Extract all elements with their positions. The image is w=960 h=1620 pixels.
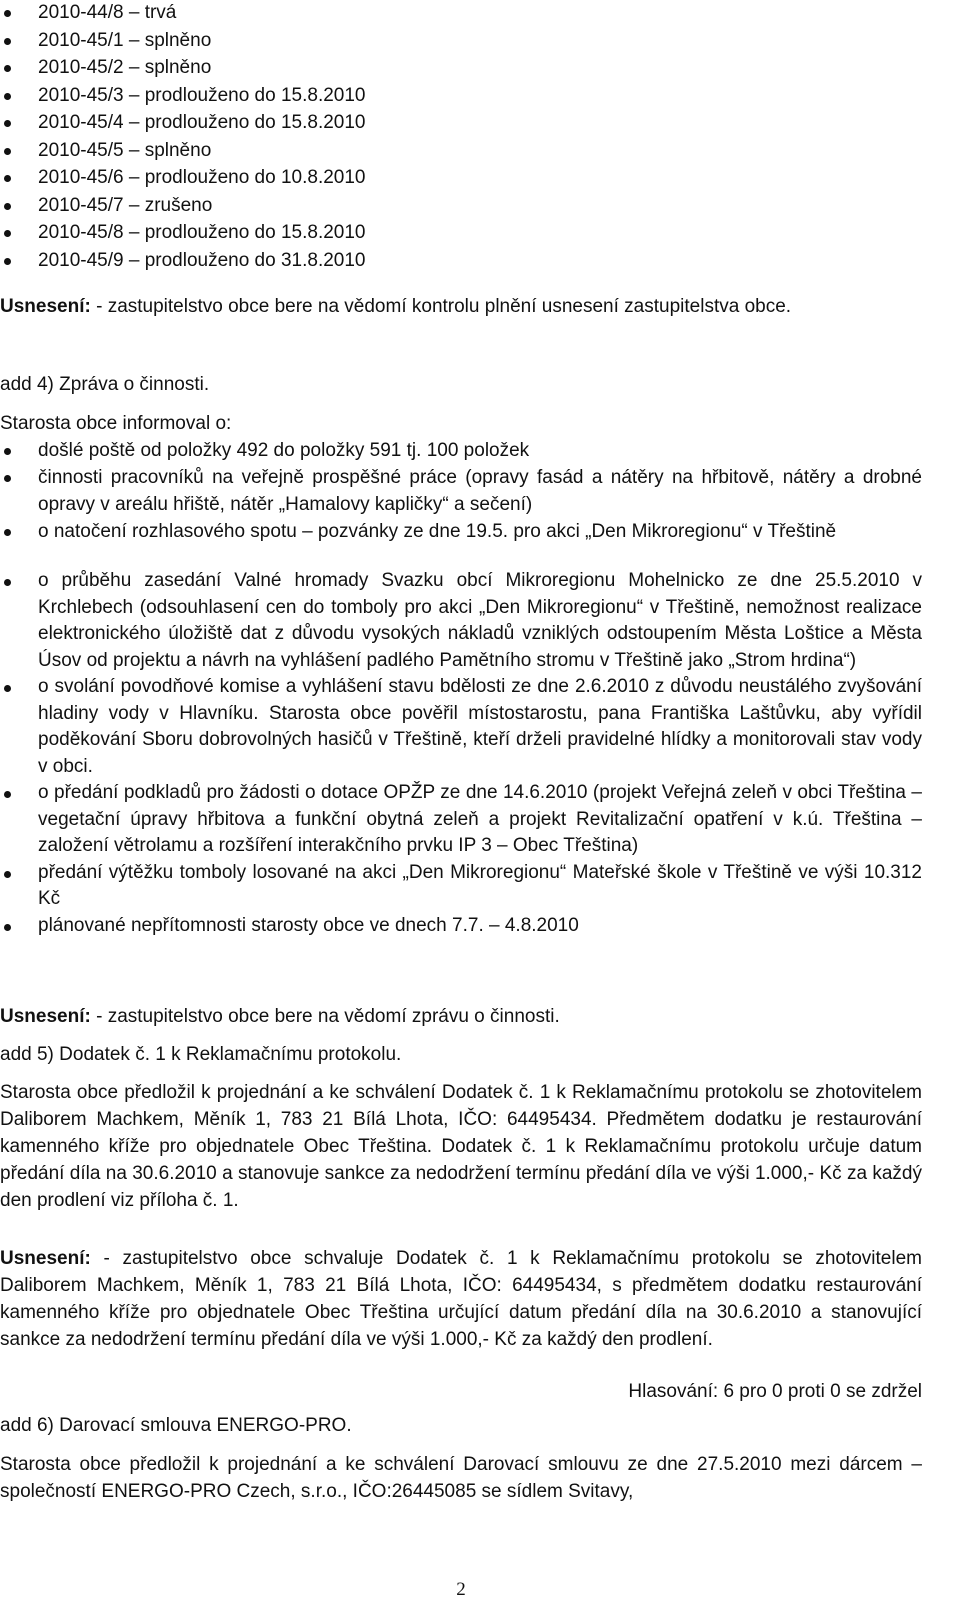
resolution-label: Usnesení: bbox=[0, 296, 91, 317]
list-item: plánované nepřítomnosti starosty obce ve dnech 7.7. – 4.8.2010 bbox=[0, 913, 922, 940]
section-5-resolution bbox=[0, 1245, 922, 1353]
list-item: o průběhu zasedání Valné hromady Svazku obcí Mikroregionu Mohelnicko ze dne 25.5.2010 v Krchlebech (odsouhlasení cen do tomboly pro akci „Den Mikroregionu“ v Třeštině, nemožnost realizace elektronického úložiště dat z důvodu vysokých nákladů vzniklých odstoupením Města Loštice a Města Úsov od projektu a návrh na vyhlášení padlého Pamětního stromu v Třeštině jako „Strom hrdina“) bbox=[0, 568, 922, 674]
list-item: 2010-45/9 – prodlouženo do 31.8.2010 bbox=[0, 247, 922, 275]
list-item: předání výtěžku tomboly losované na akci „Den Mikroregionu“ Mateřské škole v Třeštině ve výši 10.312 Kč bbox=[0, 860, 922, 913]
resolution-label: Usnesení: bbox=[0, 1248, 91, 1269]
vote-result: Hlasování: 6 pro 0 proti 0 se zdržel bbox=[628, 1381, 922, 1402]
list-item: 2010-45/8 – prodlouženo do 15.8.2010 bbox=[0, 219, 922, 247]
section-5-body: Starosta obce předložil k projednání a ke schválení Dodatek č. 1 k Reklamačnímu protokolu se zhotovitelem Daliborem Machkem, Měník 1, 783 21 Bílá Lhota, IČO: 64495434. Předmětem dodatku je restaurování kamenného kříže pro objednatele Obec Třeština. Dodatek č. 1 k Reklamačnímu protokolu určuje datum předání díla na 30.6.2010 a stanovuje sankce za nedodržení termínu předání díla ve výši 1.000,- Kč za každý den prodlení viz příloha č. 1. bbox=[0, 1082, 922, 1211]
resolution-text: - zastupitelstvo obce schvaluje Dodatek č. 1 k Reklamačnímu protokolu se zhotovitelem Daliborem Machkem, Měník 1, 783 21 Bílá Lhota, IČO: 64495434, s předmětem dodatku restaurování kamenného kříže pro objednatele Obec Třeština určující datum předání díla na 30.6.2010 a stanovující sankce za nedodržení termínu předání díla ve výši 1.000,- Kč za každý den prodlení. bbox=[0, 1248, 922, 1350]
list-item: 2010-44/8 – trvá bbox=[0, 0, 922, 27]
status-list bbox=[0, 0, 922, 274]
section-6-body: Starosta obce předložil k projednání a ke schválení Darovací smlouvu ze dne 27.5.2010 mezi dárcem – společností ENERGO-PRO Czech, s.r.o., IČO:26445085 se sídlem Svitavy, bbox=[0, 1454, 922, 1502]
list-item: o svolání povodňové komise a vyhlášení stavu bdělosti ze dne 2.6.2010 z důvodu neustálého zvyšování hladiny vody v Hlavníku. Starosta obce pověřil místostarostu, pana Františka Laštůvku, aby vyřídil poděkování Sboru dobrovolných hasičů v Třeštině, kteří drželi pravidelné hlídky a monitorovali stav vody v obci. bbox=[0, 674, 922, 780]
list-item: 2010-45/5 – splněno bbox=[0, 137, 922, 165]
resolution-text: - zastupitelstvo obce bere na vědomí zprávu o činnosti. bbox=[90, 1006, 560, 1027]
resolution-text: - zastupitelstvo obce bere na vědomí kontrolu plnění usnesení zastupitelstva obce. bbox=[90, 296, 792, 317]
resolution-label: Usnesení: bbox=[0, 1006, 91, 1027]
list-item: 2010-45/4 – prodlouženo do 15.8.2010 bbox=[0, 109, 922, 137]
activity-list bbox=[0, 437, 922, 545]
list-item: 2010-45/7 – zrušeno bbox=[0, 192, 922, 220]
section-5-heading: add 5) Dodatek č. 1 k Reklamačnímu protokolu. bbox=[0, 1044, 402, 1065]
activity-list-continued bbox=[0, 568, 922, 939]
list-item: 2010-45/3 – prodlouženo do 15.8.2010 bbox=[0, 82, 922, 110]
list-item: 2010-45/2 – splněno bbox=[0, 54, 922, 82]
resolution-paragraph bbox=[0, 293, 922, 321]
list-item: o předání podkladů pro žádosti o dotace OPŽP ze dne 14.6.2010 (projekt Veřejná zeleň v obci Třeština – vegetační úpravy hřbitova a funkční obytná zeleň a projekt Revitalizační opatření v k.ú. Třeština – založení větrolamu a rozšíření interakčního prvku IP 3 – Obec Třeština) bbox=[0, 780, 922, 860]
list-item: došlé poště od položky 492 do položky 591 tj. 100 položek bbox=[0, 437, 922, 464]
list-item: o natočení rozhlasového spotu – pozvánky ze dne 19.5. pro akci „Den Mikroregionu“ v Třeštině bbox=[0, 518, 922, 545]
section-4-intro: Starosta obce informoval o: bbox=[0, 413, 232, 434]
section-4-resolution bbox=[0, 1003, 922, 1030]
list-item: činnosti pracovníků na veřejně prospěšné práce (opravy fasád a nátěry na hřbitově, nátěry a drobné opravy v areálu hřiště, nátěr „Hamalovy kapličky“ a sečení) bbox=[0, 464, 922, 518]
list-item: 2010-45/6 – prodlouženo do 10.8.2010 bbox=[0, 164, 922, 192]
section-4-heading: add 4) Zpráva o činnosti. bbox=[0, 374, 210, 395]
list-item: 2010-45/1 – splněno bbox=[0, 27, 922, 55]
section-6-heading: add 6) Darovací smlouva ENERGO-PRO. bbox=[0, 1415, 352, 1436]
page-number: 2 bbox=[456, 1579, 466, 1600]
